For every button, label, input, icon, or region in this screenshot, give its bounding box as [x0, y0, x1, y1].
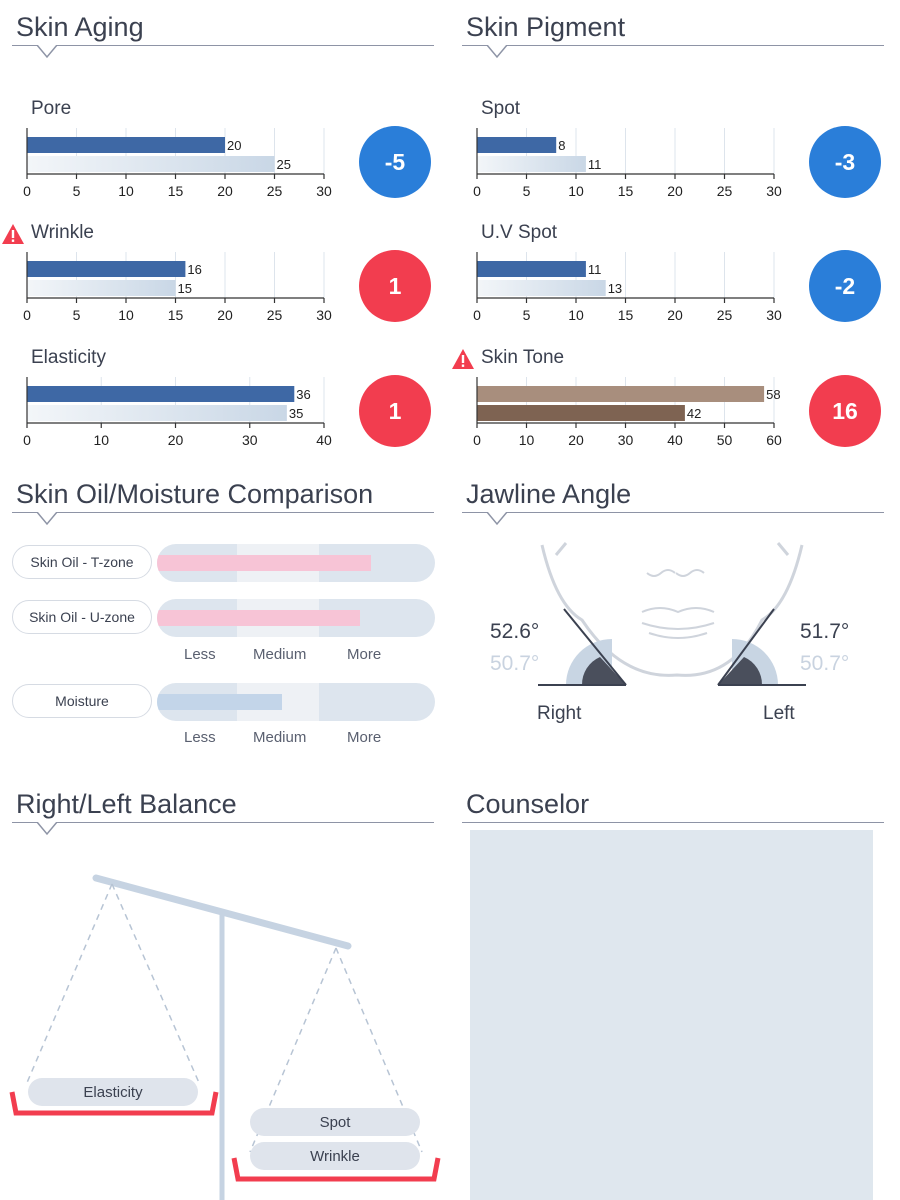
wrinkle-value-label: 15 — [177, 281, 192, 296]
x-tick-label: 0 — [473, 183, 481, 199]
oil-uzone-label: Skin Oil - U-zone — [12, 600, 152, 634]
section-caret-icon — [486, 512, 508, 526]
skin-tone-value-label: 58 — [766, 387, 781, 402]
wrinkle-label: Wrinkle — [31, 222, 94, 243]
u-v-spot-change-badge: -2 — [809, 250, 881, 322]
oil-uzone-level-bar — [157, 610, 360, 626]
elasticity-bar-current — [27, 386, 294, 402]
elasticity-bar-previous — [27, 405, 287, 421]
elasticity-chart — [23, 377, 354, 449]
x-tick-label: 20 — [667, 183, 683, 199]
right-angle-current: 52.6° — [490, 620, 540, 643]
x-tick-label: 10 — [568, 307, 584, 323]
section-title-jawline: Jawline Angle — [466, 479, 632, 509]
x-tick-label: 25 — [716, 307, 733, 323]
skin-tone-bar-previous — [477, 405, 685, 421]
level-more: More — [347, 646, 382, 663]
section-caret-icon — [36, 512, 58, 526]
section-title-oil-moisture: Skin Oil/Moisture Comparison — [16, 479, 374, 509]
x-tick-label: 30 — [316, 183, 332, 199]
pore-value-label: 20 — [227, 138, 242, 153]
jawline-right-label: Right — [537, 703, 582, 724]
moisture-level-bar — [157, 694, 282, 710]
x-tick-label: 50 — [716, 432, 733, 448]
x-tick-label: 15 — [617, 183, 634, 199]
x-tick-label: 40 — [316, 432, 332, 448]
section-underline — [462, 45, 884, 46]
oil-uzone-track — [157, 599, 435, 637]
x-tick-label: 25 — [266, 307, 283, 323]
pore-chart — [23, 128, 354, 200]
x-tick-label: 5 — [72, 307, 81, 323]
x-tick-label: 40 — [667, 432, 683, 448]
u-v-spot-bar-previous — [477, 280, 606, 296]
x-tick-label: 20 — [217, 307, 233, 323]
section-caret-icon — [36, 45, 58, 59]
skin-tone-bar-current — [477, 386, 764, 402]
elasticity-change-badge: 1 — [359, 375, 431, 447]
warning-icon — [1, 223, 25, 245]
section-title-balance: Right/Left Balance — [16, 789, 237, 819]
u-v-spot-label: U.V Spot — [481, 222, 558, 243]
spot-bar-previous — [477, 156, 586, 172]
x-tick-label: 20 — [167, 432, 184, 448]
elasticity-value-label: 36 — [296, 387, 311, 402]
x-tick-label: 0 — [23, 432, 31, 448]
x-tick-label: 10 — [93, 432, 110, 448]
x-tick-label: 0 — [473, 307, 481, 323]
spot-chart — [473, 128, 804, 200]
skin-tone-value-label: 42 — [686, 406, 702, 421]
skin-tone-change-badge: 16 — [809, 375, 881, 447]
x-tick-label: 0 — [473, 432, 481, 448]
x-tick-label: 30 — [766, 183, 782, 199]
oil-tzone-label: Skin Oil - T-zone — [12, 545, 152, 579]
x-tick-label: 25 — [266, 183, 283, 199]
balance-right-item: Wrinkle — [250, 1142, 420, 1170]
right-angle-previous: 50.7° — [490, 652, 540, 675]
pore-bar-current — [27, 137, 225, 153]
x-tick-label: 5 — [72, 183, 81, 199]
x-tick-label: 30 — [241, 432, 258, 448]
x-tick-label: 30 — [617, 432, 634, 448]
section-underline — [12, 822, 434, 823]
section-title-counselor: Counselor — [466, 789, 590, 819]
u-v-spot-value-label: 13 — [607, 281, 623, 296]
moisture-label: Moisture — [12, 684, 152, 718]
wrinkle-value-label: 16 — [187, 262, 202, 277]
oil-tzone-track — [157, 544, 435, 582]
x-tick-label: 5 — [522, 183, 531, 199]
left-angle-previous: 50.7° — [800, 652, 850, 675]
left-angle-current: 51.7° — [800, 620, 850, 643]
x-tick-label: 20 — [217, 183, 233, 199]
x-tick-label: 0 — [23, 307, 31, 323]
level-more: More — [347, 729, 382, 746]
spot-value-label: 8 — [558, 138, 566, 153]
skin-tone-label: Skin Tone — [481, 347, 565, 368]
wrinkle-change-badge: 1 — [359, 250, 431, 322]
spot-change-badge: -3 — [809, 126, 881, 198]
spot-label: Spot — [481, 98, 521, 119]
pore-change-badge: -5 — [359, 126, 431, 198]
x-tick-label: 5 — [522, 307, 531, 323]
u-v-spot-chart — [473, 252, 804, 324]
section-underline — [462, 822, 884, 823]
wrinkle-bar-previous — [27, 280, 176, 296]
section-caret-icon — [486, 45, 508, 59]
pore-label: Pore — [31, 98, 72, 119]
x-tick-label: 30 — [316, 307, 332, 323]
pore-value-label: 25 — [276, 157, 291, 172]
level-less: Less — [184, 729, 216, 746]
section-caret-icon — [36, 822, 58, 836]
pore-bar-previous — [27, 156, 275, 172]
x-tick-label: 15 — [167, 183, 184, 199]
x-tick-label: 20 — [568, 432, 584, 448]
x-tick-label: 25 — [716, 183, 733, 199]
x-tick-label: 10 — [568, 183, 584, 199]
balance-right-item: Spot — [250, 1108, 420, 1136]
x-tick-label: 15 — [617, 307, 634, 323]
wrinkle-chart — [23, 252, 354, 324]
level-medium: Medium — [253, 646, 307, 663]
section-title-skin-aging: Skin Aging — [16, 12, 144, 42]
balance-left-item: Elasticity — [28, 1078, 198, 1106]
wrinkle-bar-current — [27, 261, 185, 277]
skin-tone-chart — [473, 377, 804, 449]
section-underline — [12, 512, 434, 513]
x-tick-label: 20 — [667, 307, 683, 323]
section-underline — [12, 45, 434, 46]
counselor-panel — [470, 830, 873, 1200]
level-medium: Medium — [253, 729, 307, 746]
elasticity-label: Elasticity — [31, 347, 106, 368]
u-v-spot-value-label: 11 — [587, 262, 602, 277]
u-v-spot-bar-current — [477, 261, 586, 277]
spot-bar-current — [477, 137, 556, 153]
x-tick-label: 10 — [118, 307, 134, 323]
moisture-track — [157, 683, 435, 721]
level-less: Less — [184, 646, 216, 663]
section-underline — [462, 512, 884, 513]
oil-tzone-level-bar — [157, 555, 371, 571]
x-tick-label: 60 — [766, 432, 782, 448]
x-tick-label: 30 — [766, 307, 782, 323]
x-tick-label: 10 — [518, 432, 535, 448]
spot-value-label: 11 — [587, 157, 602, 172]
jawline-left-label: Left — [763, 703, 795, 724]
section-title-skin-pigment: Skin Pigment — [466, 12, 626, 42]
x-tick-label: 10 — [118, 183, 134, 199]
x-tick-label: 15 — [167, 307, 184, 323]
x-tick-label: 0 — [23, 183, 31, 199]
warning-icon — [451, 348, 475, 370]
elasticity-value-label: 35 — [288, 406, 304, 421]
